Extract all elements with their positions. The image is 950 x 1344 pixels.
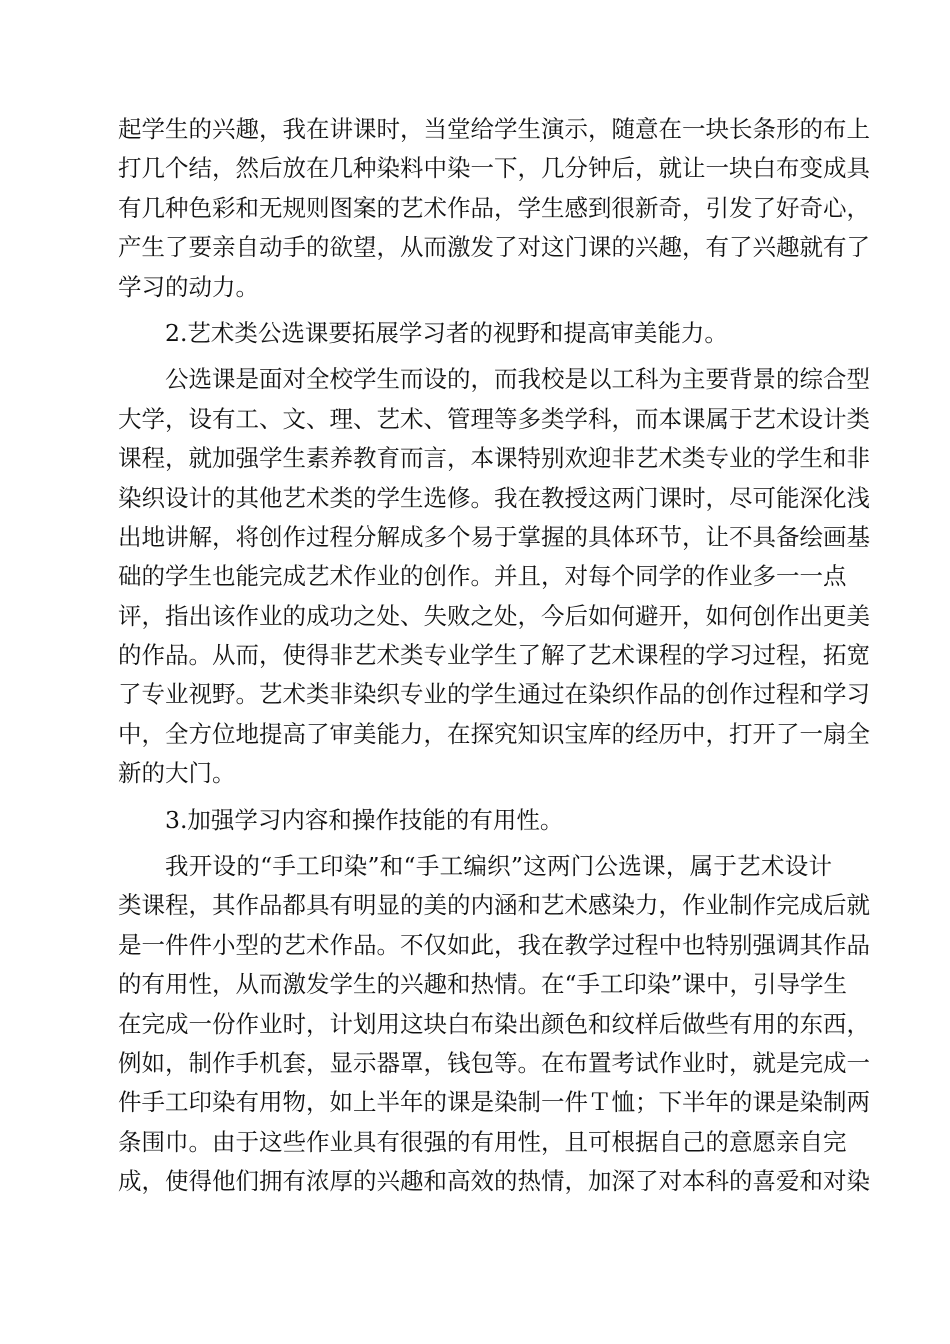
text-line: 新的大门。 bbox=[118, 759, 236, 788]
text-line: 大学，设有工、文、理、艺术、管理等多类学科，而本课属于艺术设计类 bbox=[118, 404, 870, 433]
heading-text: 2.艺术类公选课要拓展学习者的视野和提高审美能力。 bbox=[165, 318, 728, 347]
text-line: 的有用性，从而激发学生的兴趣和热情。在“手工印染”课中，引导学生 bbox=[118, 970, 848, 999]
text-line: 类课程，其作品都具有明显的美的内涵和艺术感染力，作业制作完成后就 bbox=[118, 891, 870, 920]
text-line: 打几个结，然后放在几种染料中染一下，几分钟后，就让一块白布变成具 bbox=[118, 154, 870, 183]
text-line: 成，使得他们拥有浓厚的兴趣和高效的热情，加深了对本科的喜爱和对染 bbox=[118, 1167, 870, 1196]
text-line: 的作品。从而，使得非艺术类专业学生了解了艺术课程的学习过程，拓宽 bbox=[118, 641, 870, 670]
text-line: 件手工印染有用物，如上半年的课是染制一件Ｔ恤；下半年的课是染制两 bbox=[118, 1088, 870, 1117]
text-line: 评，指出该作业的成功之处、失败之处，今后如何避开，如何创作出更美 bbox=[118, 601, 870, 630]
text-line: 公选课是面对全校学生而设的，而我校是以工科为主要背景的综合型 bbox=[165, 365, 870, 394]
text-line: 我开设的“手工印染”和“手工编织”这两门公选课，属于艺术设计 bbox=[165, 852, 832, 881]
text-line: 出地讲解，将创作过程分解成多个易于掌握的具体环节，让不具备绘画基 bbox=[118, 522, 870, 551]
heading-text: 3.加强学习内容和操作技能的有用性。 bbox=[165, 805, 564, 834]
paragraph-practical-use bbox=[118, 847, 870, 1202]
paragraph-elective-course bbox=[118, 360, 870, 793]
paragraph-intro-continuation bbox=[118, 110, 870, 307]
text-line: 是一件件小型的艺术作品。不仅如此，我在教学过程中也特别强调其作品 bbox=[118, 930, 870, 959]
text-line: 了专业视野。艺术类非染织专业的学生通过在染织作品的创作过程和学习 bbox=[118, 680, 870, 709]
text-line: 础的学生也能完成艺术作业的创作。并且，对每个同学的作业多一一点 bbox=[118, 562, 847, 591]
section-heading-3 bbox=[118, 801, 832, 840]
text-line: 在完成一份作业时，计划用这块白布染出颜色和纹样后做些有用的东西， bbox=[118, 1009, 870, 1038]
section-heading-2 bbox=[118, 314, 832, 353]
text-line: 染织设计的其他艺术类的学生选修。我在教授这两门课时，尽可能深化浅 bbox=[118, 483, 870, 512]
text-line: 中，全方位地提高了审美能力，在探究知识宝库的经历中，打开了一扇全 bbox=[118, 719, 870, 748]
text-line: 课程，就加强学生素养教育而言，本课特别欢迎非艺术类专业的学生和非 bbox=[118, 444, 870, 473]
text-line: 例如，制作手机套，显示器罩，钱包等。在布置考试作业时，就是完成一 bbox=[118, 1048, 870, 1077]
text-line: 条围巾。由于这些作业具有很强的有用性，且可根据自己的意愿亲自完 bbox=[118, 1127, 847, 1156]
text-line: 学习的动力。 bbox=[118, 272, 259, 301]
text-line: 有几种色彩和无规则图案的艺术作品，学生感到很新奇，引发了好奇心， bbox=[118, 193, 870, 222]
document-page bbox=[118, 110, 870, 1202]
text-line: 起学生的兴趣，我在讲课时，当堂给学生演示，随意在一块长条形的布上 bbox=[118, 115, 870, 143]
text-line: 产生了要亲自动手的欲望，从而激发了对这门课的兴趣，有了兴趣就有了 bbox=[118, 233, 870, 262]
